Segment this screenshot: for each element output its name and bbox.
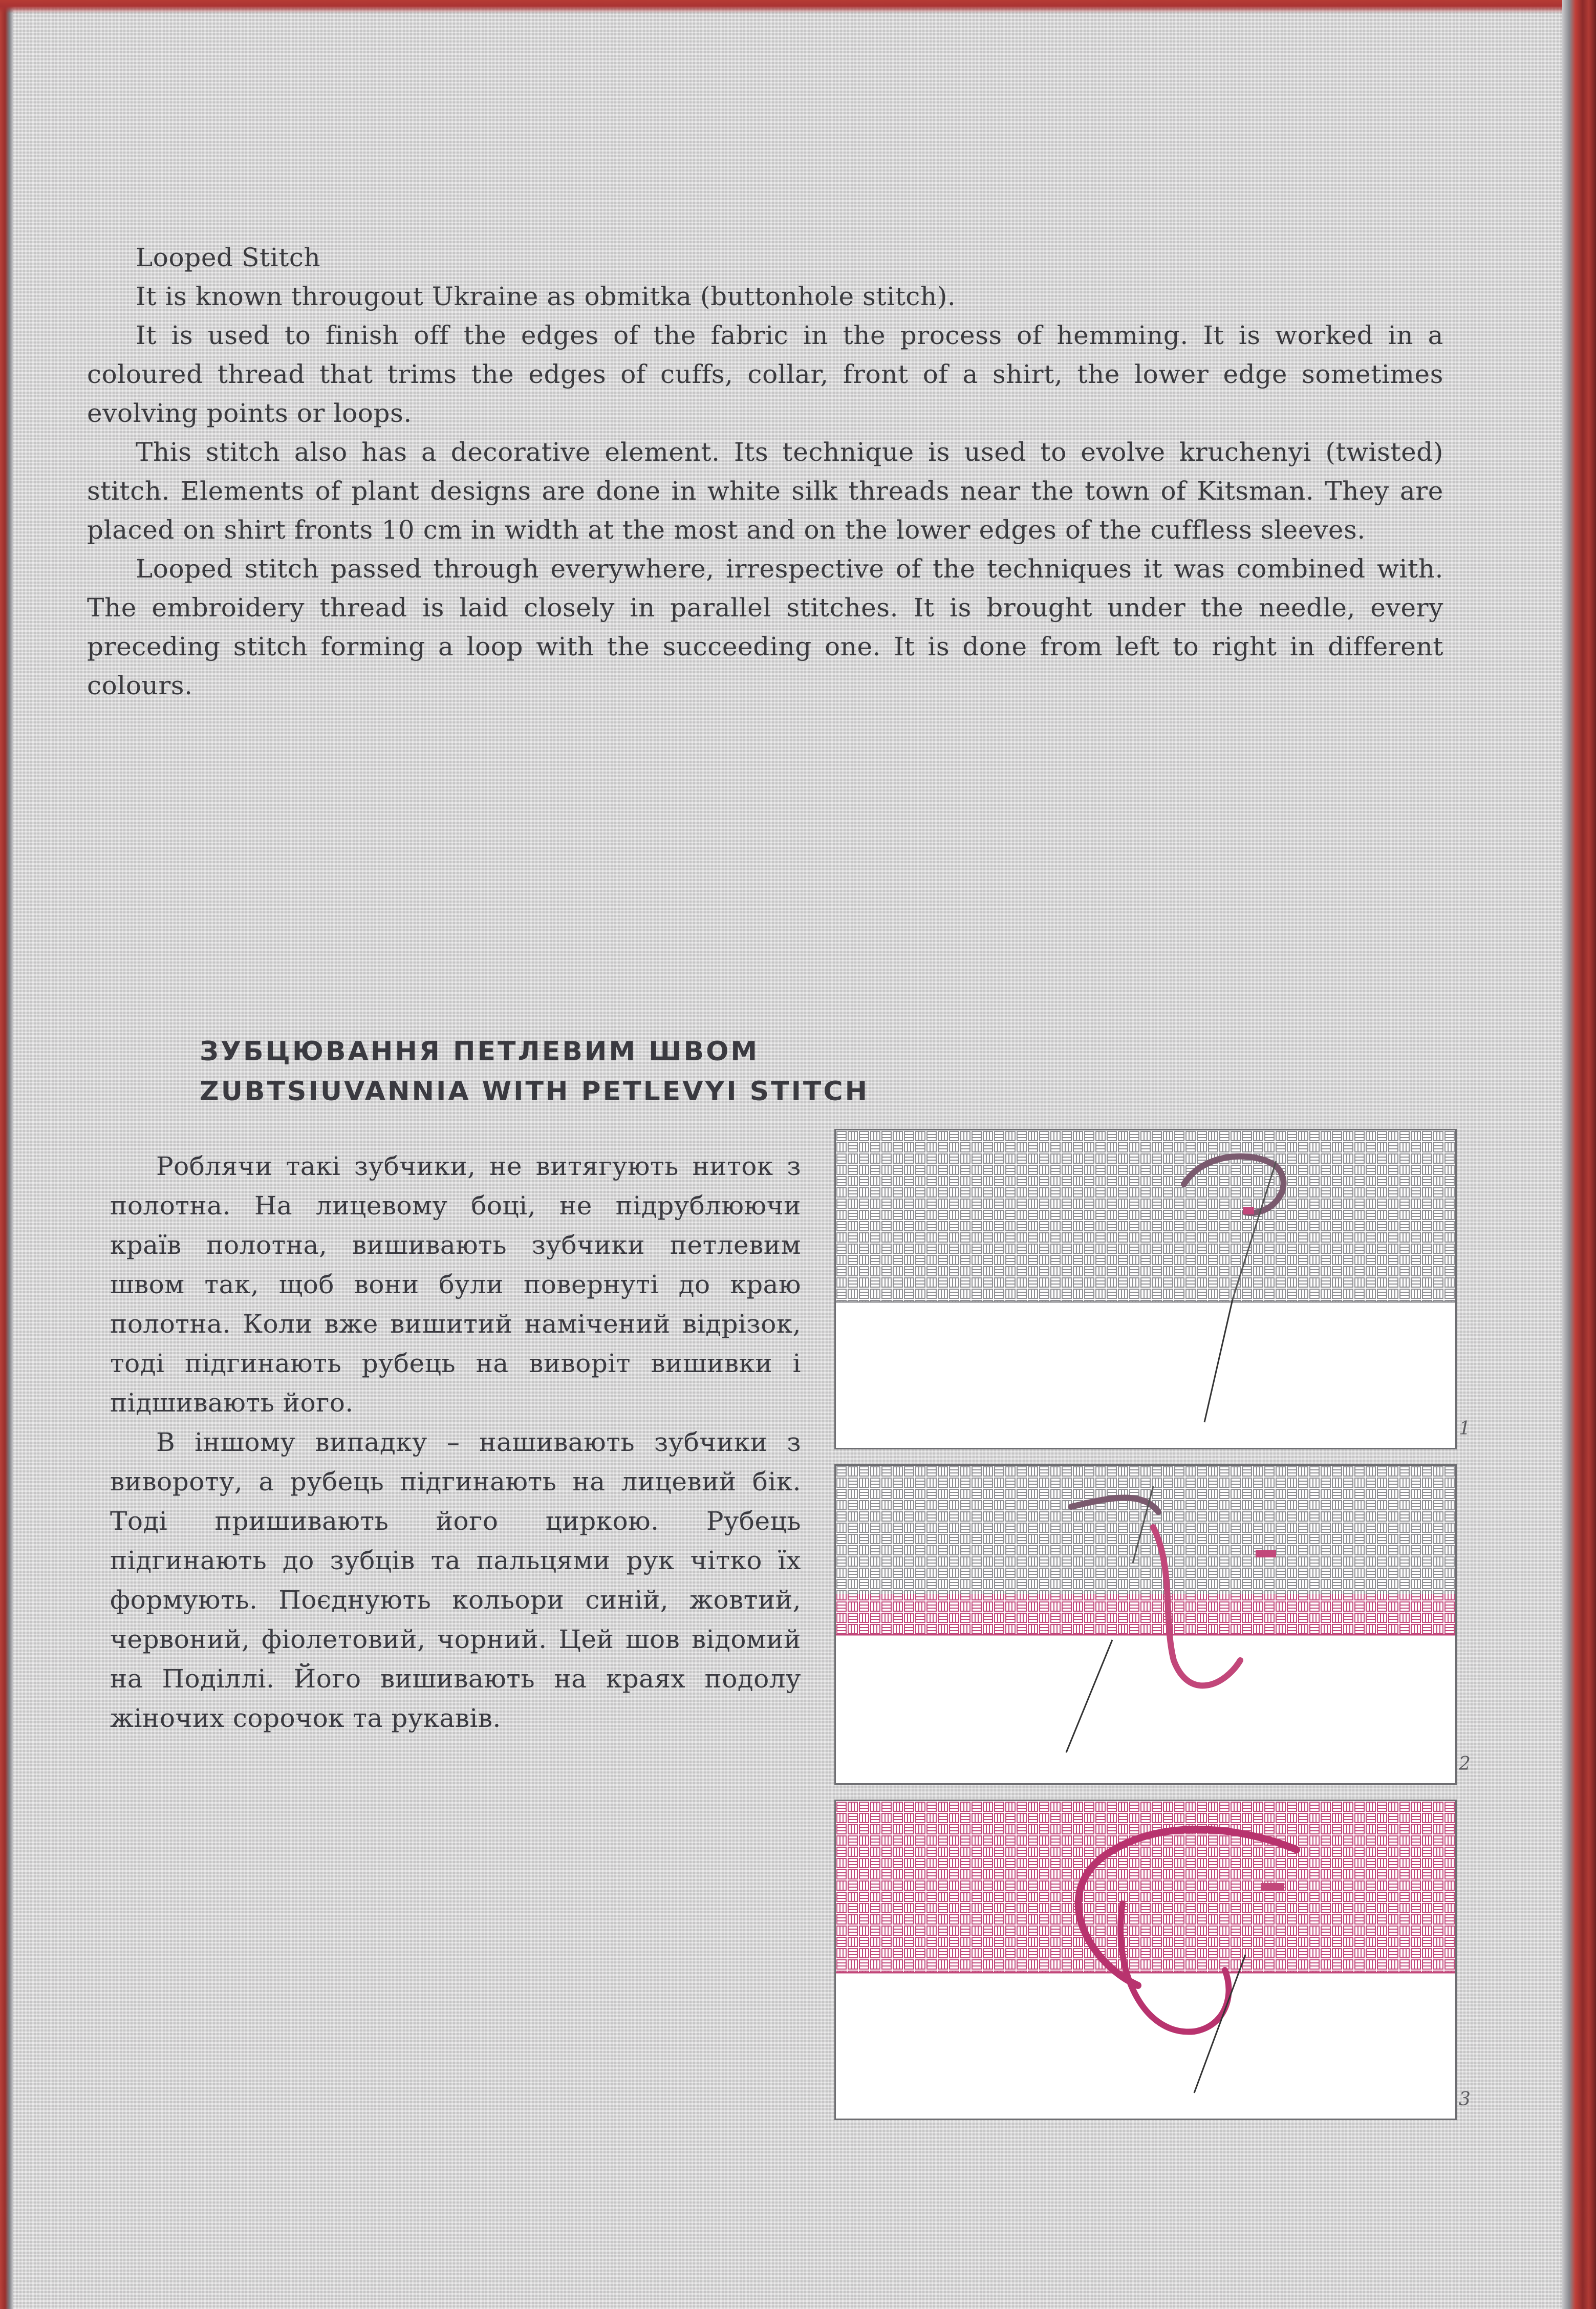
english-paragraph-4: Looped stitch passed through everywhere, irrespective of the techniques it was combined with. The embroidery thread is laid closely in parallel stitches. It is brought under the needle, every preceding stitch forming a loop with the succeeding one. It is done from left to right in different colours.	[87, 554, 1443, 700]
needle	[1194, 1955, 1245, 2093]
ukrainian-text-block	[110, 1147, 801, 1738]
page-top-edge	[0, 0, 1596, 13]
mesh-fabric	[836, 1801, 1455, 1973]
section-title-ua: ЗУБЦЮВАННЯ ПЕТЛЕВИМ ШВОМ	[200, 1036, 760, 1067]
english-title: Looped Stitch	[136, 243, 321, 272]
stitch-figure-3	[834, 1800, 1457, 2120]
english-paragraph-1: It is known througout Ukraine as obmitka (buttonhole stitch).	[136, 282, 956, 311]
ukrainian-paragraph-1: Роблячи такі зубчики, не витягують ниток з полотна. На лицевому боці, не підрублюючи країв полотна, вишивають зубчики петлевим швом так, щоб вони були повернуті до краю полотна. Коли вже вишитий намічений відрізок, тоді підгинають рубець на виворіт вишивки і підшивають його.	[110, 1151, 801, 1418]
ukrainian-paragraph-2: В іншому випадку – нашивають зубчики з вивороту, а рубець підгинають на лицевий бік. Тоді пришивають його циркою. Рубець підгинають до зубців та пальцями рук чітко їх формують. Поєднують кольори синій, жовтий, червоний, фіолетовий, чорний. Цей шов відомий на Поділлі. Його вишивають на краях подолу жіночих сорочок та рукавів.	[110, 1427, 801, 1733]
figure-number-1: 1	[1459, 1418, 1471, 1439]
figure-number-2: 2	[1459, 1754, 1471, 1774]
english-text-block	[87, 238, 1443, 705]
section-heading	[200, 1032, 1070, 1111]
english-paragraph-3: This stitch also has a decorative element. Its technique is used to evolve kruchenyi (twisted) stitch. Elements of plant designs are done in white silk threads near the town of Kitsman. They are placed on shirt fronts 10 cm in width at the most and on the lower edges of the cuffless sleeves.	[87, 437, 1443, 545]
mesh-fabric	[836, 1130, 1455, 1302]
needle	[1204, 1299, 1233, 1422]
mesh-fabric-pink	[836, 1594, 1455, 1635]
needle	[1066, 1640, 1112, 1752]
english-paragraph-2: It is used to finish off the edges of the fabric in the process of hemming. It is worked in a coloured thread that trims the edges of cuffs, collar, front of a shirt, the lower edge sometimes evolving points or loops.	[87, 320, 1443, 428]
stitch-figure-2	[834, 1464, 1457, 1785]
stitch-figure-1	[834, 1129, 1457, 1449]
mesh-fabric	[836, 1466, 1455, 1594]
page-right-edge	[1562, 0, 1596, 2309]
section-title-en: ZUBTSIUVANNIA WITH PETLEVYI STITCH	[200, 1076, 870, 1107]
figure-number-3: 3	[1459, 2089, 1471, 2110]
page-left-edge	[0, 0, 13, 2309]
